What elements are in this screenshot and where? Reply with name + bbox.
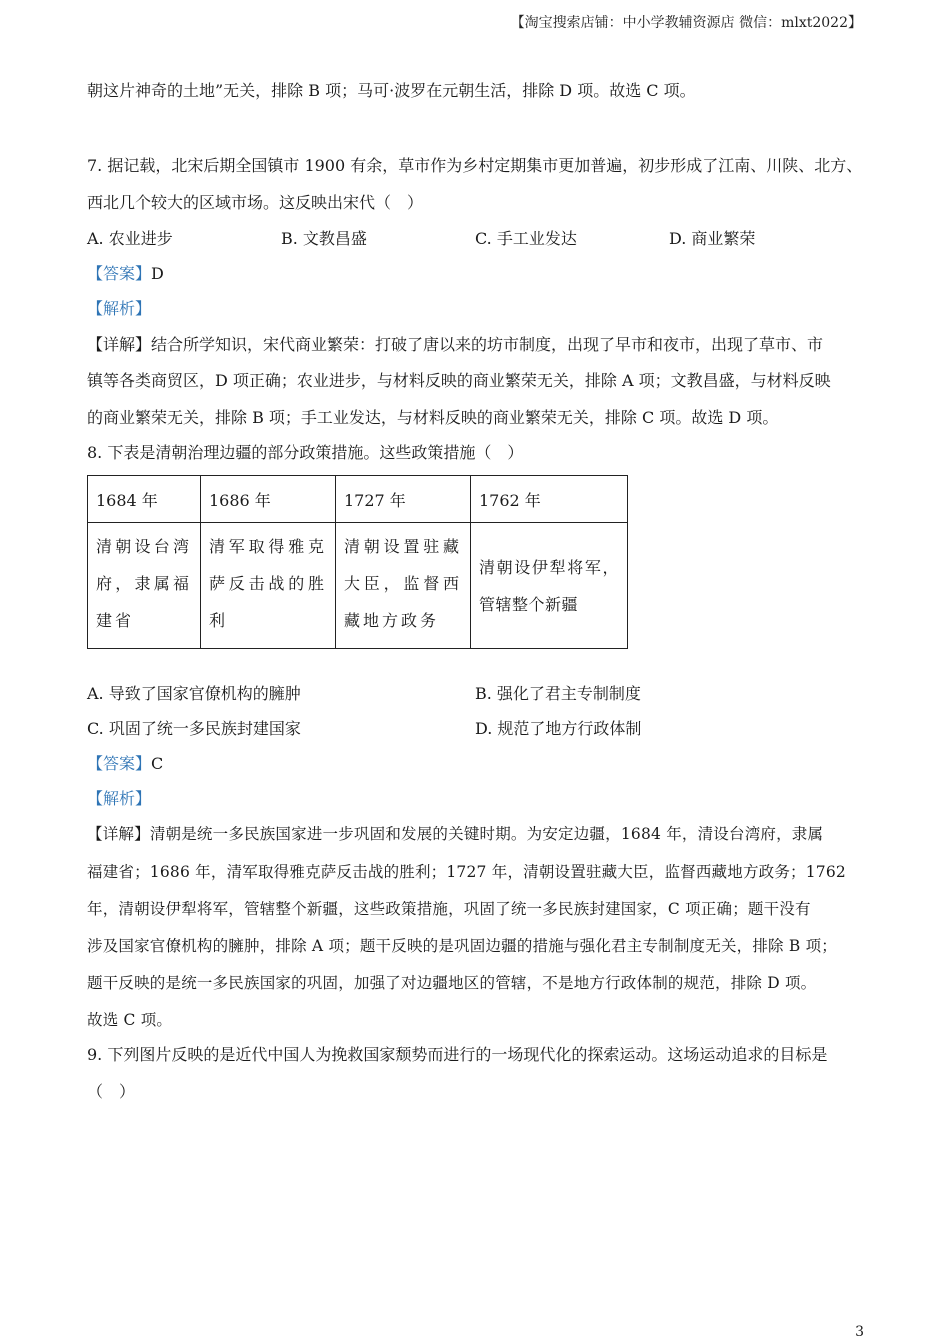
header-banner: 【淘宝搜索店铺：中小学教辅资源店 微信：mlxt2022】 [510, 15, 862, 31]
q8-detail-line-1: 【详解】清朝是统一多民族国家进一步巩固和发展的关键时期。为安定边疆，1684 年，清设台湾府，隶属 [87, 825, 824, 843]
q7-detail-line-3: 的商业繁荣无关，排除 B 项；手工业发达，与材料反映的商业繁荣无关，排除 C 项。故选 D 项。 [87, 408, 779, 427]
q7-detail-tag: 【详解】 [87, 335, 152, 354]
q8-detail-line-6: 故选 C 项。 [87, 1011, 173, 1029]
q8-option-c: C. 巩固了统一多民族封建国家 [87, 719, 301, 738]
policy-table [87, 475, 628, 649]
q8-detail-line-3: 年，清朝设伊犁将军，管辖整个新疆，这些政策措施，巩固了统一多民族封建国家，C 项正确；题干没有 [87, 900, 811, 918]
q8-detail-tag: 【详解】 [87, 825, 150, 843]
q7-analysis-tag: 【解析】 [87, 299, 152, 318]
q8-option-d: D. 规范了地方行政体制 [475, 719, 642, 738]
policy-cell: 清朝设伊犁将军，管辖整个新疆 [471, 523, 628, 649]
q8-answer-tag: 【答案】 [87, 754, 152, 773]
q7-answer-tag: 【答案】 [87, 264, 152, 283]
q8-stem: 8. 下表是清朝治理边疆的部分政策措施。这些政策措施（ ） [87, 443, 524, 462]
page-number: 3 [855, 1324, 864, 1340]
policy-table-header-row [88, 476, 628, 523]
q7-stem-line-2: 西北几个较大的区域市场。这反映出宋代（ ） [87, 193, 424, 212]
q7-option-d: D. 商业繁荣 [669, 229, 756, 248]
q8-option-b: B. 强化了君主专制制度 [475, 684, 641, 703]
q9-stem-line-2: （ ） [87, 1082, 136, 1101]
q8-answer-value: C [151, 754, 164, 773]
q7-stem-line-1: 7. 据记载，北宋后期全国镇市 1900 有余，草市作为乡村定期集市更加普遍，初步形成了江南、川陕、北方、 [87, 156, 863, 175]
q7-detail-line-2: 镇等各类商贸区，D 项正确；农业进步，与材料反映的商业繁荣无关，排除 A 项；文教昌盛，与材料反映 [87, 371, 831, 390]
q8-option-a: A. 导致了国家官僚机构的臃肿 [87, 684, 301, 703]
q7-option-c: C. 手工业发达 [475, 229, 577, 248]
policy-cell: 清朝设台湾府，隶属福建省 [88, 523, 201, 649]
q8-detail-line-2: 福建省；1686 年，清军取得雅克萨反击战的胜利；1727 年，清朝设置驻藏大臣，监督西藏地方政务；1762 [87, 863, 846, 881]
year-cell: 1762 年 [471, 476, 628, 523]
q7-answer [87, 264, 164, 284]
q9-stem-line-1: 9. 下列图片反映的是近代中国人为挽救国家颓势而进行的一场现代化的探索运动。这场运动追求的目标是 [87, 1045, 828, 1064]
q8-analysis-tag: 【解析】 [87, 789, 152, 808]
q8-detail-line-4: 涉及国家官僚机构的臃肿，排除 A 项；题干反映的是巩固边疆的措施与强化君主专制制度无关，排除 B 项； [87, 937, 837, 955]
q8-detail-line-5: 题干反映的是统一多民族国家的巩固，加强了对边疆地区的管辖，不是地方行政体制的规范，排除 D 项。 [87, 974, 817, 992]
q8-answer [87, 754, 163, 774]
policy-table-body-row [88, 523, 628, 649]
year-cell: 1684 年 [88, 476, 201, 523]
policy-cell: 清朝设置驻藏大臣，监督西藏地方政务 [336, 523, 471, 649]
previous-analysis-tail: 朝这片神奇的土地”无关，排除 B 项；马可·波罗在元朝生活，排除 D 项。故选 C 项。 [87, 81, 696, 100]
year-cell: 1727 年 [336, 476, 471, 523]
q7-option-a: A. 农业进步 [87, 229, 173, 248]
q7-answer-value: D [151, 264, 164, 283]
year-cell: 1686 年 [201, 476, 336, 523]
q7-detail-line-1: 【详解】结合所学知识，宋代商业繁荣：打破了唐以来的坊市制度，出现了早市和夜市，出现了草市、市 [87, 335, 824, 354]
policy-cell: 清军取得雅克萨反击战的胜利 [201, 523, 336, 649]
q7-option-b: B. 文教昌盛 [281, 229, 367, 248]
